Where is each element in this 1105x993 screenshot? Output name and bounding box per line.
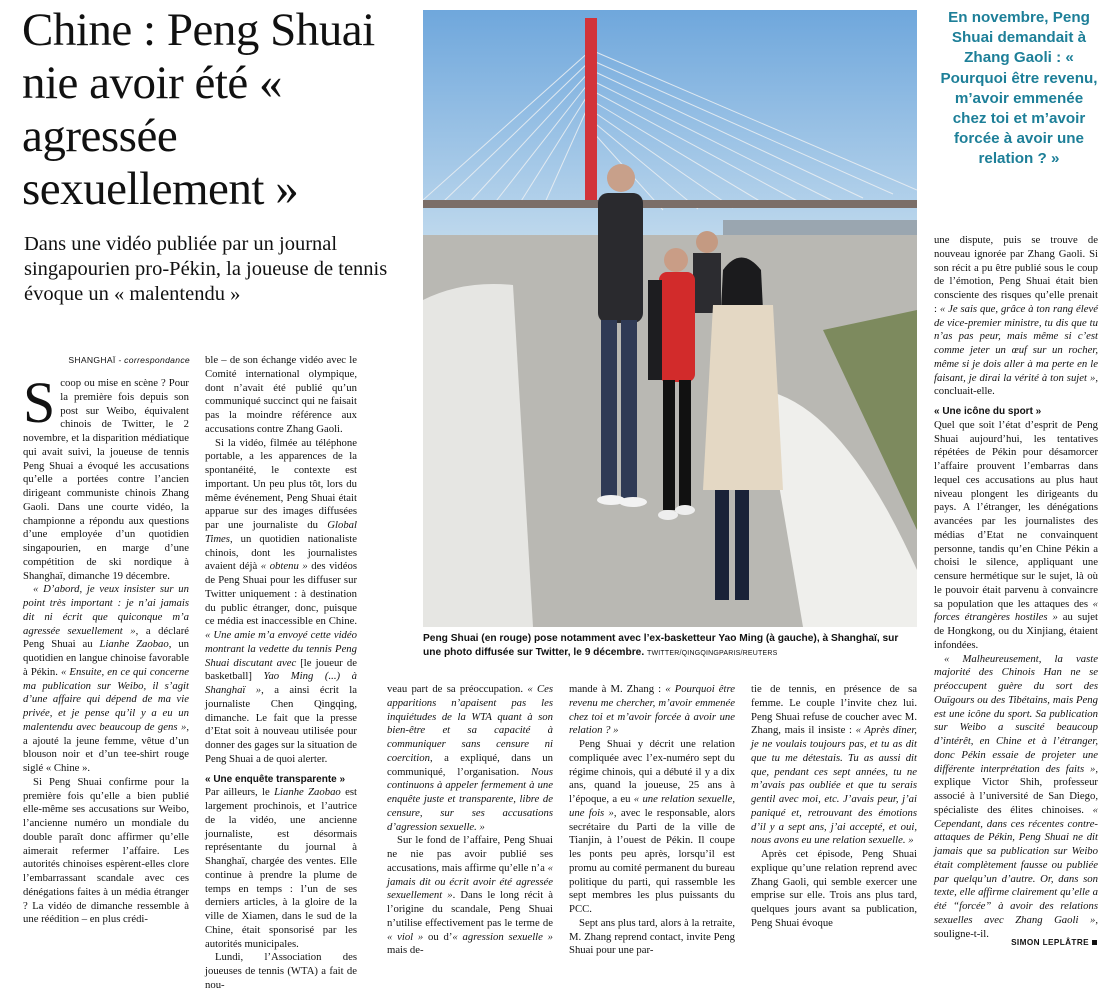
subheading: « Une icône du sport » — [934, 406, 1042, 417]
article-column-5 — [751, 683, 917, 931]
paragraph: tie de tennis, en présence de sa femme. Le couple l’invite chez lui. Peng Shuai refuse de coucher avec M. Zhang, mais il insiste : « Après dîner, je ne voulais toujours pas, et tu as dit que tu me détestais. Tu as aussi dit que, pendant ces sept années, tu ne m’avais pas oubliée et que tu serais gentil avec moi, etc. J’avais peur, j’ai paniqué et, retrouvant des émotions d’il y a sept ans, j’ai accepté, et oui, nous avons eu une relation sexuelle. » — [751, 683, 917, 847]
paragraph: Après cet épisode, Peng Shuai explique qu’une relation reprend avec Zhang Gaoli, qui semble exercer une emprise sur elle. Trois ans plus tard, quelques jours avant sa publication, Peng Shuai évoque — [751, 848, 917, 929]
paragraph: Quel que soit l’état d’esprit de Peng Shuai aujourd’hui, les tentatives répétées de Pékin pour désamorcer l’affaire prouvent l’embarras dans lequel ces accusations au plus haut niveau plongent les dirigeants du pays. A l’étranger, les dénégations avancées par les journalistes des médias d’Etat ne convainquent personne, tandis qu’en Chine Pékin a choisi le silence, appliquant une censure hermétique sur le sujet, là où le pouvoir était parvenu à convaincre sa population que les attaques des « forces étrangères hostiles » au sujet de Hongkong, ou du Xinjiang, étaient infondées. — [934, 418, 1098, 651]
paragraph: Par ailleurs, le Lianhe Zaobao est largement prochinois, et l’autrice de la vidéo, une ancienne journaliste, est désormais représentante du journal à Shanghaï, chargée des ventes. Elle continue à prendre la plume de temps en temps : l’un de ses derniers articles, à la gloire de la ville de Xiamen, dans le sud de la Chine, était sponsorisé par les autorités municipales. — [205, 786, 357, 950]
paragraph: Sept ans plus tard, alors à la retraite, M. Zhang reprend contact, invite Peng Shuai pour une par- — [569, 916, 735, 957]
caption-text: Peng Shuai (en rouge) pose notamment avec l’ex-basketteur Yao Ming (à gauche), à Shanghaï, sur une photo diffusée sur Twitter, le 9 décembre. — [423, 633, 899, 658]
article-column-4 — [569, 683, 735, 958]
article-column-6 — [934, 234, 1098, 941]
paragraph: mande à M. Zhang : « Pourquoi être revenu me chercher, m’avoir emmenée chez toi et m’avoir forcée à avoir une relation ? » — [569, 683, 735, 737]
author-name: SIMON LEPLÂTRE — [1011, 938, 1089, 947]
byline — [1011, 938, 1097, 947]
paragraph: veau part de sa préoccupation. « Ces apparitions n’apaisent pas les inquiétudes de la WTA quant à son bien-être et sa capacité à communiquer sans censure ni coercition, a expliqué, dans un communiqué, l’organisation. Nous continuons à appeler fermement à une enquête juste et transparente, libre de censure, sur ses accusations d’agression sexuelle. » — [387, 683, 553, 833]
paragraph: « D’abord, je veux insister sur un point très important : je n’ai jamais dit ni écrit que quiconque m’a agressée sexuellement », a déclaré Peng Shuai au Lianhe Zaobao, un quotidien en langue chinoise favorable à Pékin. « Ensuite, en ce qui concerne ma publication sur Weibo, il s’agit d’une affaire qui dépend de ma vie privée, et je pense qu’il y a eu un malentendu avec beaucoup de gens », a ajouté la jeune femme, vêtue d’un blouson noir et d’un tee-shirt rouge siglé « Chine ». — [23, 583, 190, 774]
drop-cap: S — [23, 370, 56, 435]
paragraph: Lundi, l’Association des joueuses de tennis (WTA) a fait de nou- — [205, 951, 357, 991]
news-photo — [423, 10, 917, 627]
bridge-pylon — [585, 18, 597, 208]
person-man-back — [693, 231, 721, 313]
dateline — [60, 355, 190, 365]
article-column-2 — [205, 354, 357, 993]
paragraph: « Malheureusement, la vaste majorité des Chinois Han ne se préoccupent guère du sort des Ouïgours ou des Tibétains, mais Peng est une icône du sport. Sa publication sur Weibo a suscité beaucoup d’intérêt, en Chine et à l’étranger, donc Pékin essaie de projeter une différente interprétation des faits », explique Victor Shih, professeur associé à l’université de San Diego, spécialiste des élites chinoises. « Cependant, dans ces récentes contre-attaques de Pékin, Peng Shuai ne dit jamais que sa publication sur Weibo était complètement fausse ou publiée par quelqu’un d’autre. Or, dans son texte, elle affirme clairement qu’elle a été “forcée” à avoir des relations sexuelles avec Zhang Gaoli », souligne-t-il. — [934, 652, 1098, 940]
subheading: « Une enquête transparente » — [205, 773, 346, 785]
bridge-deck — [423, 200, 917, 208]
end-square-icon — [1092, 940, 1097, 945]
paragraph: ble – de son échange vidéo avec le Comité international olympique, dont n’avait été publié qu’un communiqué succinct qui ne faisait pas la moindre référence aux accusations contre Zhang Gaoli. — [205, 354, 357, 435]
article-column-1 — [23, 370, 190, 927]
paragraph: Si la vidéo, filmée au téléphone portable, a les apparences de la spontanéité, le contexte est important. Un peu plus tôt, lors du même événement, Peng Shuai était apparue sur des images diffusées par une journaliste du Global Times, un quotidien nationaliste chinois, dont les journalistes avaient déjà « obtenu » des vidéos de Peng Shuai pour les diffuser sur Twitter uniquement : à destination du public étranger, donc, puisque ce média est inaccessible en Chine. « Une amie m’a envoyé cette vidéo montrant la vedette du tennis Peng Shuai discutant avec [le joueur de basketball] Yao Ming (...) à Shanghaï », a ainsi écrit la journaliste Chen Qingqing, dimanche. Le fait que la presse d’Etat soit à nouveau utilisée pour donner des gages sur la situation de Peng Shuai a de quoi alerter. — [205, 436, 358, 765]
photo-illustration — [423, 10, 917, 627]
paragraph: une dispute, puis se trouve de nouveau ignorée par Zhang Gaoli. Si son récit a pu être publié sous le coup de l’émotion, Peng Shuai était bien consciente des risques qu’elle prenait : « Je sais que, grâce à ton rang élevé de vice-premier ministre, tu dis que tu n’as pas peur, mais même si c’est comme jeter un œuf sur un rocher, même si je dois aller à ma perte en le faisant, je dirai la vérité à ton sujet », concluait-elle. — [934, 234, 1098, 398]
photo-credit: TWITTER/QINGQINGPARIS/REUTERS — [647, 649, 778, 657]
paragraph: Sur le fond de l’affaire, Peng Shuai ne nie pas avoir publié ses accusations, mais affirme qu’elle n’a « jamais dit ou écrit avoir été agressée sexuellement ». Dans le long récit à l’origine du scandale, Peng Shuai n’utilise effectivement pas le terme de « viol » ou d’« agression sexuelle » mais de- — [387, 834, 553, 957]
photo-caption — [423, 632, 917, 660]
paragraph: Si Peng Shuai confirme pour la première fois qu’elle a bien publié elle-même ses accusations sur Weibo, l’ancienne numéro un mondiale du double paraît donc affirmer qu’elle aimerait refermer l’affaire. Les autorités chinoises espèrent-elles clore l’embarrassant scandale avec ces dénégations faites à un média étranger ? La vidéo de dimanche ressemble à une réédition – en plus crédi- — [23, 775, 189, 926]
paragraph: Peng Shuai y décrit une relation compliquée avec l’ex-numéro sept du régime chinois, qui a débuté il y a dix ans, quand la joueuse, 25 ans à l’époque, a eu « une relation sexuelle, une fois », avec le responsable, alors secrétaire du Parti de la ville de Tianjin, à l’ouest de Pékin. Il coupe les ponts peu après, lorsqu’il est promu au comité permanent du bureau politique du parti, qui rassemble les sept membres les plus puissants du PCC. — [569, 738, 735, 915]
dateline-role: - correspondance — [118, 355, 190, 365]
paragraph: coop ou mise en scène ? Pour la première fois depuis son post sur Weibo, équivalent chinois de Twitter, le 2 novembre, et la disparition médiatique qui avait suivi, la joueuse de tennis Peng Shuai a évoqué les accusations qu’elle a portées contre l’ancien dirigeant communiste chinois Zhang Gaoli. Dans une courte vidéo, la championne a répondu aux questions d’une employée d’un quotidien singapourien, en marge d’une compétition de ski nordique à Shanghaï, dimanche 19 décembre. — [23, 377, 189, 582]
article-column-3 — [387, 683, 553, 958]
headline: Chine : Peng Shuai nie avoir été « agressée sexuellement » — [22, 4, 375, 215]
dateline-place: SHANGHAÏ — [68, 355, 116, 365]
standfirst: Dans une vidéo publiée par un journal singapourien pro-Pékin, la joueuse de tennis évoque un « malentendu » — [24, 233, 388, 305]
pull-quote: En novembre, Peng Shuai demandait à Zhang Gaoli : « Pourquoi être revenu, m’avoir emmenée chez toi et m’avoir forcée à avoir une relation ? » — [940, 9, 1098, 168]
